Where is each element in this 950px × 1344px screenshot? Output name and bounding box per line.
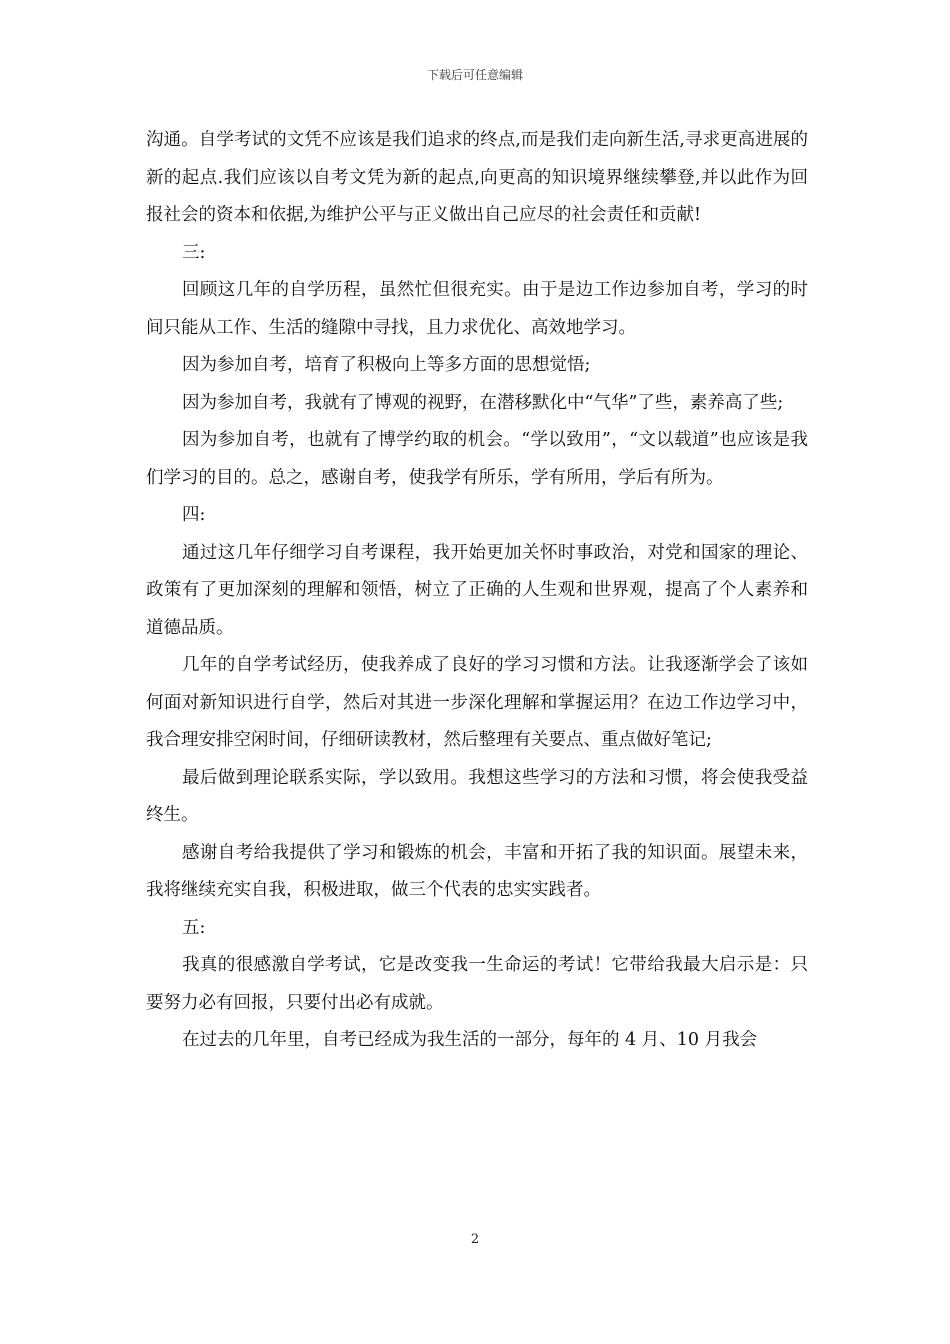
page-number: 2 (470, 1232, 480, 1247)
paragraph: 感谢自考给我提供了学习和锻炼的机会，丰富和开拓了我的知识面。展望未来，我将继续充实自我，积极进取，做三个代表的忠实实践者。 (146, 842, 808, 900)
paragraph: 几年的自学考试经历，使我养成了良好的学习习惯和方法。让我逐渐学会了该如何面对新知识进行自学，然后对其进一步深化理解和掌握运用？在边工作边学习中，我合理安排空闲时间，仔细研读教材，然后整理有关要点、重点做好笔记; (146, 655, 808, 750)
paragraph: 最后做到理论联系实际，学以致用。我想这些学习的方法和习惯，将会使我受益终生。 (146, 767, 808, 825)
document-body (146, 122, 808, 1060)
paragraph: 因为参加自考，也就有了博学约取的机会。“学以致用”，“文以载道”也应该是我们学习的目的。总之，感谢自考，使我学有所乐，学有所用，学后有所为。 (146, 430, 808, 488)
paragraph: 因为参加自考，培育了积极向上等多方面的思想觉悟; (182, 355, 591, 375)
paragraph: 通过这几年仔细学习自考课程，我开始更加关怀时事政治，对党和国家的理论、政策有了更加深刻的理解和领悟，树立了正确的人生观和世界观，提高了个人素养和道德品质。 (146, 542, 808, 638)
page-header: 下载后可任意编辑 (426, 68, 523, 82)
section-heading: 五: (182, 917, 206, 938)
paragraph: 回顾这几年的自学历程，虽然忙但很充实。由于是边工作边参加自考，学习的时间只能从工作、生活的缝隙中寻找，且力求优化、高效地学习。 (146, 280, 808, 338)
section-heading: 三: (182, 242, 206, 263)
paragraph: 我真的很感激自学考试，它是改变我一生命运的考试！它带给我最大启示是：只要努力必有回报，只要付出必有成就。 (146, 955, 808, 1013)
paragraph: 因为参加自考，我就有了博观的视野，在潜移默化中“气华”了些，素养高了些; (182, 392, 784, 413)
paragraph: 在过去的几年里，自考已经成为我生活的一部分，每年的 4 月、10 月我会 (182, 1030, 758, 1050)
section-heading: 四: (182, 505, 206, 525)
paragraph: 沟通。自学考试的文凭不应该是我们追求的终点,而是我们走向新生活,寻求更高进展的新的起点.我们应该以自考文凭为新的起点,向更高的知识境界继续攀登,并以此作为回报社会的资本和依据,为维护公平与正义做出自己应尽的社会责任和贡献! (146, 130, 808, 225)
